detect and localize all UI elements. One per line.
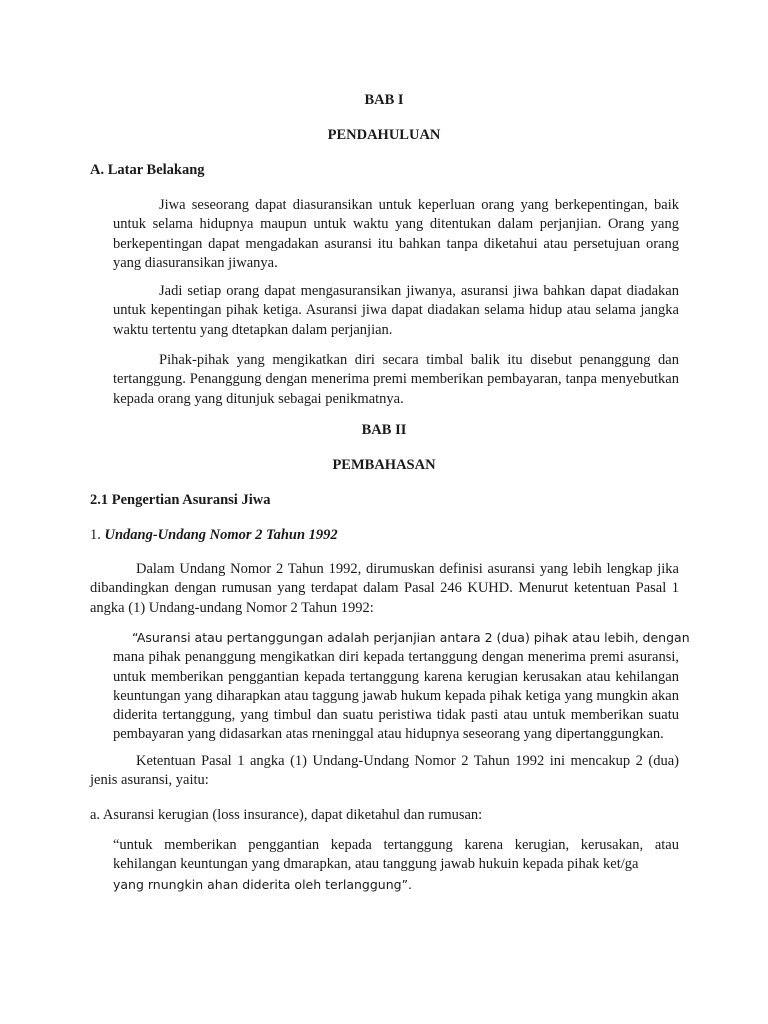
paragraph: Dalam Undang Nomor 2 Tahun 1992, dirumuskan definisi asuransi yang lebih lengkap jika dibandingkan dengan rumusan yang terdapat dalam Pasal 246 KUHD. Menurut ketentuan Pasal 1 angka (1) Undang-undang Nomor 2 Tahun 1992: [90,561,679,616]
chapter-title: BAB II [361,422,407,438]
paragraph: Jadi setiap orang dapat mengasuransikan jiwanya, asuransi jiwa bahkan dapat diadakan untuk kepentingan pihak ketiga. Asuransi jiwa dapat diadakan selama hidup atau selama jangka waktu tertentu yang dtetapkan dalam perjanjian. [113,283,679,338]
paragraph: Pihak-pihak yang mengikatkan diri secara timbal balik itu disebut penanggung dan tertanggung. Penanggung dengan menerima premi memberikan pembayaran, tanpa menyebutkan kepada orang yang ditunjuk sebagai penikmatnya. [113,352,679,407]
quote-first-line: “Asuransi atau pertanggungan adalah perjanjian antara 2 (dua) pihak atau lebih, dengan [132,630,690,645]
paragraph: Ketentuan Pasal 1 angka (1) Undang-Undang Nomor 2 Tahun 1992 ini mencakup 2 (dua) jenis asuransi, yaitu: [90,753,679,789]
chapter-title: BAB I [364,92,404,108]
block-quote [113,836,679,895]
chapter-subtitle: PENDAHULUAN [327,127,441,143]
list-item: a. Asuransi kerugian (loss insurance), dapat diketahul dan rumusan: [90,807,483,823]
quote-tail: yang rnungkin ahan diderita oleh terlanggung”. [113,876,413,892]
item-title: Undang-Undang Nomor 2 Tahun 1992 [104,527,338,543]
block-quote [113,628,690,745]
chapter-subtitle: PEMBAHASAN [332,457,436,473]
section-heading: 2.1 Pengertian Asuransi Jiwa [90,492,271,508]
item-number: 1. [90,527,105,543]
quote-body: mana pihak penanggung mengikatkan diri kepada tertanggung dengan menerima premi asuransi, untuk memberikan penggantian kepada tertanggung karena kerugian kerusakan atau kehilangan keuntungan yang diharapkan atau taggung jawab hukum kepada pihak ketiga yang mungkin akan diderita tertanggung, yang timbul dan suatu peristiwa tidak pasti atau untuk memberikan suatu pembayaran yang didasarkan atas rneninggal atau hidupnya seseorang yang dipertanggungkan. [113,649,679,743]
section-heading: A. Latar Belakang [90,162,205,178]
quote-body: “untuk memberikan penggantian kepada tertanggung karena kerugian, kerusakan, atau kehilangan keuntungan yang dmarapkan, atau tanggung jawab hukuin kepada pihak ket/ga [113,837,679,873]
numbered-item-heading [90,525,338,545]
paragraph: Jiwa seseorang dapat diasuransikan untuk keperluan orang yang berkepentingan, baik untuk selama hidupnya maupun untuk waktu yang ditentukan dalam perjanjian. Orang yang berkepentingan dapat mengadakan asuransi itu bahkan tanpa diketahui atau persetujuan orang yang diasuransikan jiwanya. [113,197,679,271]
